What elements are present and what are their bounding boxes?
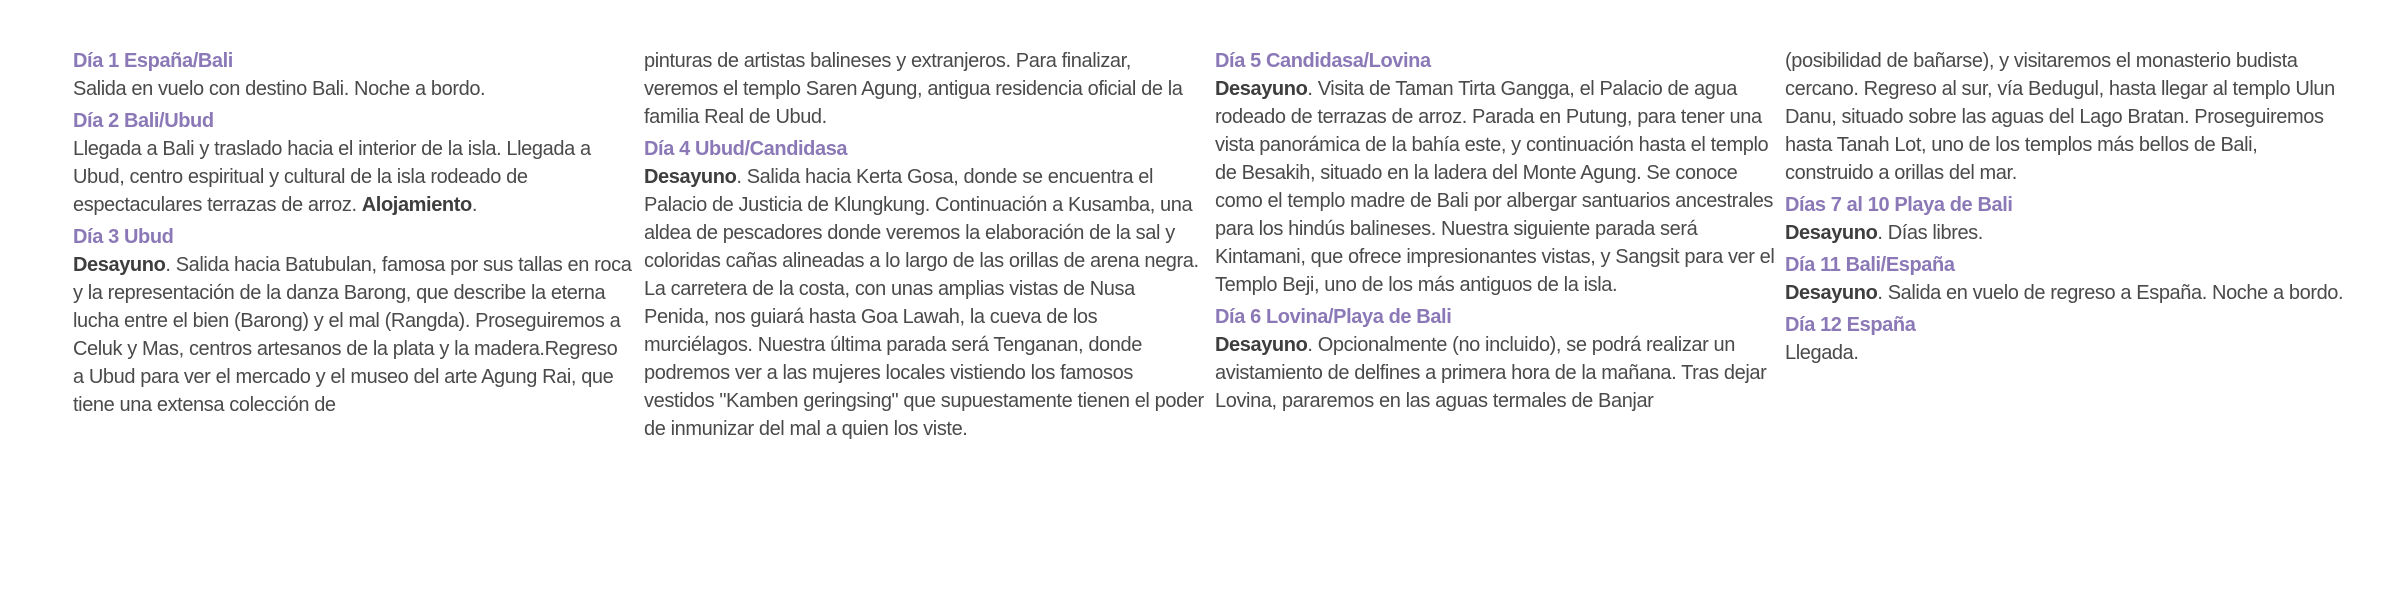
day-text: Llegada a Bali y traslado hacia el interior de la isla. Llegada a Ubud, centro espiritual y cultural de la isla rodeado de espectaculares terrazas de arroz. — [73, 138, 591, 216]
day-description — [73, 135, 633, 219]
day-1-block — [73, 47, 633, 103]
day-text-end: . — [471, 194, 477, 216]
day-title: Día 2 Bali/Ubud — [73, 110, 214, 132]
day-title: Día 1 España/Bali — [73, 50, 233, 72]
day-11-block — [1785, 251, 2345, 307]
day-text: . Opcionalmente (no incluido), se podrá realizar un avistamiento de delfines a primera hora de la mañana. Tras dejar Lovina, pararemos en las aguas termales de Banjar — [1215, 334, 1767, 412]
day-text: Llegada. — [1785, 342, 1859, 364]
day-text: . Visita de Taman Tirta Gangga, el Palacio de agua rodeado de terrazas de arroz. Parada en Putung, para tener una vista panorámica de la bahía este, y continuación hasta el templo de Besakih, situado en la ladera del Monte Agung. Se conoce como el templo madre de Bali por albergar santuarios ancestrales para los hindús balineses. Nuestra siguiente parada será Kintamani, que ofrece impresionantes vistas, y Sangsit para ver el Templo Beji, uno de los más antiguos de la isla. — [1215, 78, 1775, 296]
day-text: Salida en vuelo con destino Bali. Noche a bordo. — [73, 78, 486, 100]
day-5-block — [1215, 47, 1775, 299]
day-3-continuation — [644, 47, 1204, 131]
itinerary-column-3 — [1215, 47, 1775, 419]
day-text: . Días libres. — [1877, 222, 1983, 244]
day-title: Día 11 Bali/España — [1785, 254, 1955, 276]
day-title: Día 6 Lovina/Playa de Bali — [1215, 306, 1452, 328]
day-description — [1785, 47, 2345, 187]
day-2-block — [73, 107, 633, 219]
breakfast-label: Desayuno — [644, 166, 737, 188]
day-description — [1785, 219, 2345, 247]
day-12-block — [1785, 311, 2345, 367]
breakfast-label: Desayuno — [1785, 222, 1878, 244]
day-text: . Salida hacia Kerta Gosa, donde se encuentra el Palacio de Justicia de Klungkung. Continuación a Kusamba, una aldea de pescadores donde veremos la elaboración de la sal y coloridas cañas alineadas a lo largo de las orillas de arena negra. La carretera de la costa, con unas amplias vistas de Nusa Penida, nos guiará hasta Goa Lawah, la cueva de los murciélagos. Nuestra última parada será Tenganan, donde podremos ver a las mujeres locales vistiendo los famosos vestidos "Kamben geringsing" que supuestamente tienen el poder de inmunizar del mal a quien los viste. — [644, 166, 1204, 440]
accommodation-label: Alojamiento — [361, 194, 472, 216]
breakfast-label: Desayuno — [73, 254, 166, 276]
day-description — [73, 251, 633, 419]
day-title: Día 5 Candidasa/Lovina — [1215, 50, 1431, 72]
day-text: (posibilidad de bañarse), y visitaremos el monasterio budista cercano. Regreso al sur, vía Bedugul, hasta llegar al templo Ulun Danu, situado sobre las aguas del Lago Bratan. Proseguiremos hasta Tanah Lot, uno de los templos más bellos de Bali, construido a orillas del mar. — [1785, 50, 2335, 184]
day-3-block — [73, 223, 633, 419]
day-title: Día 4 Ubud/Candidasa — [644, 138, 848, 160]
day-description — [644, 163, 1204, 443]
day-6-continuation — [1785, 47, 2345, 187]
day-text: pinturas de artistas balineses y extranjeros. Para finalizar, veremos el templo Saren Agung, antigua residencia oficial de la familia Real de Ubud. — [644, 50, 1183, 128]
breakfast-label: Desayuno — [1785, 282, 1878, 304]
day-description — [73, 75, 633, 103]
itinerary-column-1 — [73, 47, 633, 423]
day-7-10-block — [1785, 191, 2345, 247]
breakfast-label: Desayuno — [1215, 334, 1308, 356]
day-description — [644, 47, 1204, 131]
day-title: Día 3 Ubud — [73, 226, 174, 248]
day-description — [1785, 339, 2345, 367]
day-text: . Salida hacia Batubulan, famosa por sus tallas en roca y la representación de la danza Barong, que describe la eterna lucha entre el bien (Barong) y el mal (Rangda). Proseguiremos a Celuk y Mas, centros artesanos de la plata y la madera.Regreso a Ubud para ver el mercado y el museo del arte Agung Rai, que tiene una extensa colección de — [73, 254, 632, 416]
day-6-block — [1215, 303, 1775, 415]
itinerary-column-4 — [1785, 47, 2345, 371]
day-description — [1785, 279, 2345, 307]
day-description — [1215, 331, 1775, 415]
day-title: Días 7 al 10 Playa de Bali — [1785, 194, 2013, 216]
day-title: Día 12 España — [1785, 314, 1916, 336]
day-description — [1215, 75, 1775, 299]
itinerary-column-2 — [644, 47, 1204, 447]
day-4-block — [644, 135, 1204, 443]
breakfast-label: Desayuno — [1215, 78, 1308, 100]
day-text: . Salida en vuelo de regreso a España. Noche a bordo. — [1877, 282, 2344, 304]
